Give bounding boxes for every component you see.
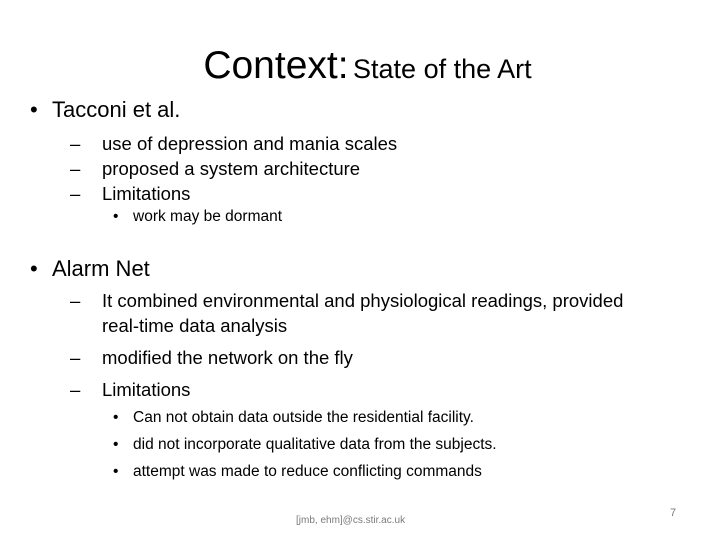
alarm-subitem-2: did not incorporate qualitative data from the subjects. [133,436,497,453]
bullet-dot-small: • [113,463,119,480]
bullet-dot: • [30,97,38,122]
bullet-dot-small: • [113,436,119,453]
title-main: Context: [203,44,349,87]
title-sub: State of the Art [353,54,532,84]
alarm-item-2: modified the network on the fly [102,347,353,368]
alarm-subitem-3: attempt was made to reduce conflicting commands [133,463,482,480]
dash-bullet: – [70,183,81,204]
slide-title [0,44,720,88]
dash-bullet: – [70,379,81,400]
dash-bullet: – [70,347,81,368]
alarm-item-3: Limitations [102,379,191,400]
section-heading-tacconi: Tacconi et al. [52,97,181,122]
bullet-dot-small: • [113,208,119,225]
bullet-dot-small: • [113,409,119,426]
dash-bullet: – [70,290,81,311]
alarm-item-1-line2: real-time data analysis [102,315,288,336]
tacconi-subitem-1: work may be dormant [133,208,283,225]
page-number: 7 [670,507,677,519]
alarm-item-1-line1: It combined environmental and physiological readings, provided [102,290,624,311]
dash-bullet: – [70,133,81,154]
section-heading-alarm-net: Alarm Net [52,256,150,281]
bullet-dot: • [30,256,38,281]
tacconi-item-2: proposed a system architecture [102,158,361,179]
alarm-subitem-1: Can not obtain data outside the residential facility. [133,409,474,426]
tacconi-item-1: use of depression and mania scales [102,133,398,154]
tacconi-item-3: Limitations [102,183,191,204]
dash-bullet: – [70,158,81,179]
footer-email: [jmb, ehm]@cs.stir.ac.uk [296,515,406,526]
